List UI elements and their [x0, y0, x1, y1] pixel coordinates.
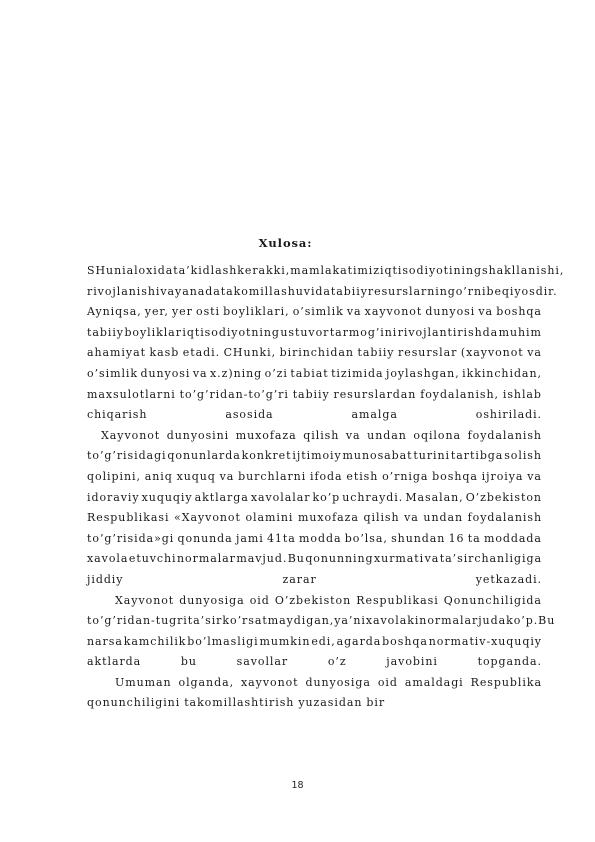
page-number: 18	[291, 780, 304, 791]
text-line: o’simlik dunyosi va x.z)ning o’zi tabiat tizimida joylashgan, ikkinchidan,	[87, 366, 542, 380]
text-line: maxsulotlarni to’g’ridan-to’g’ri tabiiy resurslardan foydalanish, ishlab	[87, 387, 542, 401]
text-line: to’g’ridan-tugri ta’sir ko’rsatmaydigan, ya’ni xavolaki normalar juda ko’p. Bu	[87, 614, 556, 628]
text-line: qolipini, aniq xuquq va burchlarni ifoda etish o’rniga boshqa ijroiya va	[87, 469, 542, 483]
text-line: to’g’risidagi qonunlarda konkret ijtimoiy munosabat turini tartibga solish	[87, 449, 542, 463]
text-line: Respublikasi «Xayvonot olamini muxofaza qilish va undan foydalanish	[87, 511, 542, 525]
text-line: tabiiy boyliklar iqtisodiyotning ustuvor tarmog’ini rivojlantirishda muhim	[87, 325, 542, 339]
text-line: rivojlanishi va yanada takomillashuvida tabiiy resurslarning o’rni beqiyosdir.	[87, 284, 558, 298]
text-line: aktlarda bu savollar o’z javobini topganda.	[87, 655, 542, 669]
text-line: idoraviy xuquqiy aktlarga xavolalar ko’p uchraydi. Masalan, O’zbekiston	[87, 490, 542, 504]
text-line: jiddiy zarar yetkazadi.	[87, 572, 542, 586]
text-line: narsa kamchilik bo’lmasligi mumkin edi, agarda boshqa normativ-xuquqiy	[87, 634, 542, 648]
text-line: Ayniqsa, yer, yer osti boyliklari, o’simlik va xayvonot dunyosi va boshqa	[87, 305, 542, 319]
text-line: Umuman olganda, xayvonot dunyosiga oid amaldagi Respublika	[115, 675, 542, 689]
text-line: qonunchiligini takomillashtirish yuzasidan bir	[87, 696, 386, 710]
text-line: Xayvonot dunyosini muxofaza qilish va undan oqilona foydalanish	[101, 428, 542, 442]
text-line: to’g’risida»gi qonunda jami 41ta modda bo’lsa, shundan 16 ta moddada	[87, 531, 542, 545]
section-heading: Xulosa:	[258, 236, 313, 250]
text-line: Xayvonot dunyosiga oid O’zbekiston Respublikasi Qonunchiligida	[115, 593, 542, 607]
text-line: xavola etuvchi normalar mavjud. Bu qonunning xurmati va ta’sirchanligiga	[87, 552, 542, 566]
body-text	[87, 261, 565, 714]
text-line: SHuni aloxida ta’kidlash kerakki, mamlakatimiz iqtisodiyotining shakllanishi,	[87, 264, 565, 277]
text-line: chiqarish asosida amalga oshiriladi.	[87, 408, 542, 422]
text-line: ahamiyat kasb etadi. CHunki, birinchidan tabiiy resurslar (xayvonot va	[87, 346, 542, 360]
